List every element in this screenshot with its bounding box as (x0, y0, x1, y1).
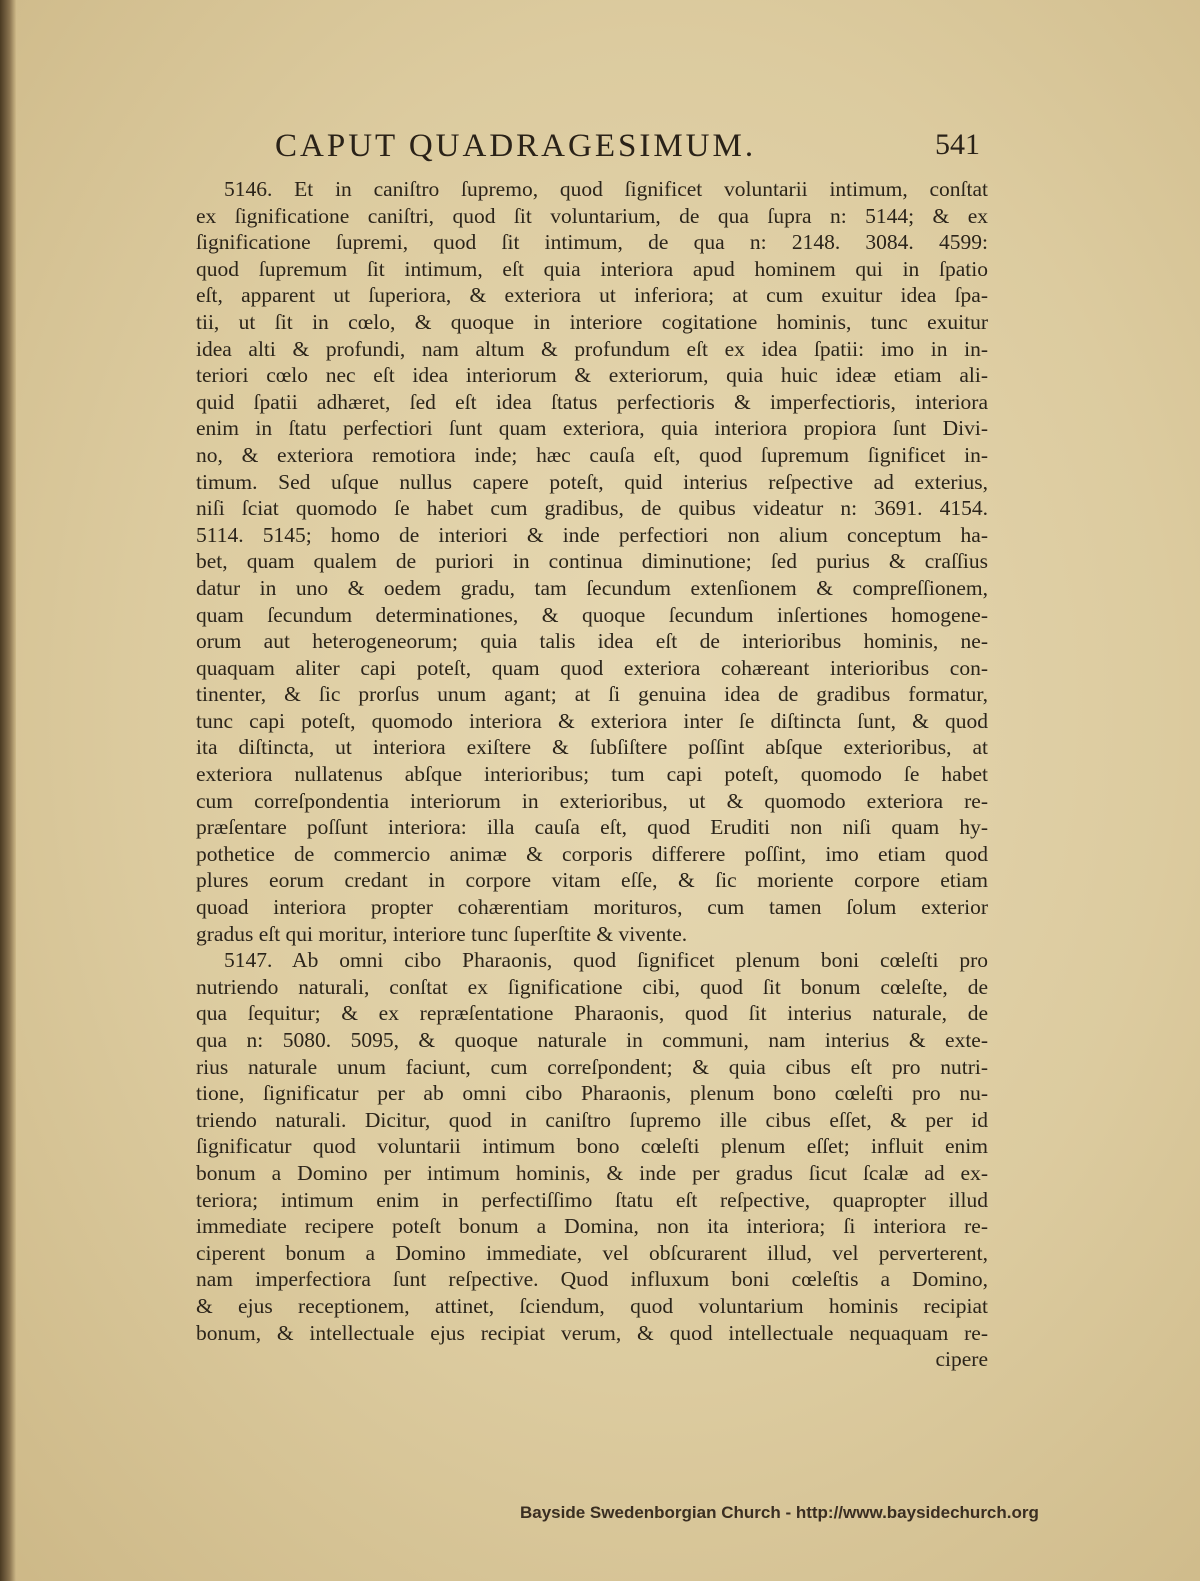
body-text (196, 176, 988, 1373)
text-line: bonum a Domino per intimum hominis, & inde per gradus ſicut ſcalæ ad ex- (196, 1160, 988, 1185)
catchword: cipere (935, 1347, 988, 1372)
text-line: exteriora nullatenus abſque interioribus; tum capi poteſt, quomodo ſe habet (196, 762, 988, 787)
text-line: ex ſignificatione caniſtri, quod ſit voluntarium, de qua ſupra n: 5144; & ex (196, 203, 988, 228)
text-line: orum aut heterogeneorum; quia talis idea eſt de interioribus hominis, ne- (196, 629, 988, 654)
text-line: timum. Sed uſque nullus capere poteſt, quid interius reſpective ad exterius, (196, 469, 988, 494)
text-line: qua ſequitur; & ex repræſentatione Pharaonis, quod ſit interius naturale, de (196, 1001, 988, 1026)
text-line: & ejus receptionem, attinet, ſciendum, quod voluntarium hominis recipiat (196, 1293, 988, 1318)
text-line: niſi ſciat quomodo ſe habet cum gradibus, de quibus videatur n: 3691. 4154. (196, 496, 988, 521)
text-line: eſt, apparent ut ſuperiora, & exteriora ut inferiora; at cum exuitur idea ſpa- (196, 283, 988, 308)
text-line: teriora; intimum enim in perfectiſſimo ſtatu eſt reſpective, quapropter illud (196, 1187, 988, 1212)
text-line: tunc capi poteſt, quomodo interiora & exteriora inter ſe diſtincta ſunt, & quod (196, 708, 988, 733)
footer-credit: Bayside Swedenborgian Church - http://www.baysidechurch.org (520, 1503, 1039, 1522)
text-line: plures eorum credant in corpore vitam eſſe, & ſic moriente corpore etiam (196, 868, 988, 893)
text-line: qua n: 5080. 5095, & quoque naturale in communi, nam interius & exte- (196, 1028, 988, 1052)
text-line: triendo naturali. Dicitur, quod in caniſtro ſupremo ille cibus eſſet, & per id (196, 1107, 988, 1132)
text-line: bonum, & intellectuale ejus recipiat verum, & quod intellectuale nequaquam re- (196, 1320, 988, 1345)
text-line: bet, quam qualem de puriori in continua diminutione; ſed purius & craſſius (196, 549, 988, 574)
page-header (200, 128, 990, 172)
text-line: quoad interiora propter cohærentiam morituros, cum tamen ſolum exterior (196, 895, 988, 920)
text-line: ſignificatione ſupremi, quod ſit intimum, de qua n: 2148. 3084. 4599: (196, 230, 988, 255)
page-gutter-shadow (0, 0, 16, 1581)
running-title: CAPUT QUADRAGESIMUM. (275, 128, 757, 164)
text-line: pothetice de commercio animæ & corporis differere poſſint, imo etiam quod (196, 841, 988, 866)
text-line: nutriendo naturali, conſtat ex ſignificatione cibi, quod ſit bonum cœleſte, de (196, 974, 988, 999)
text-line: rius naturale unum faciunt, cum correſpondent; & quia cibus eſt pro nutri- (196, 1054, 988, 1079)
text-line: teriori cœlo nec eſt idea interiorum & exteriorum, quia huic ideæ etiam ali- (196, 363, 988, 388)
text-line: quam ſecundum determinationes, & quoque ſecundum inſertiones homogene- (196, 602, 988, 627)
text-line: immediate recipere poteſt bonum a Domina, non ita interiora; ſi interiora re- (196, 1214, 988, 1239)
text-line: ita diſtincta, ut interiora exiſtere & ſubſiſtere poſſint abſque exterioribus, at (196, 735, 988, 760)
text-line: datur in uno & oedem gradu, tam ſecundum extenſionem & compreſſionem, (196, 575, 988, 600)
text-line: tii, ut ſit in cœlo, & quoque in interiore cogitatione hominis, tunc exuitur (196, 309, 988, 334)
text-line: cum correſpondentia interiorum in exterioribus, ut & quomodo exteriora re- (196, 788, 988, 813)
text-line: idea alti & profundi, nam altum & profundum eſt ex idea ſpatii: imo in in- (196, 336, 988, 361)
text-line: quid ſpatii adhæret, ſed eſt idea ſtatus perfectioris & imperfectioris, interiora (196, 389, 988, 414)
text-line: quod ſupremum ſit intimum, eſt quia interiora apud hominem qui in ſpatio (196, 256, 988, 281)
text-line: 5147. Ab omni cibo Pharaonis, quod ſignificet plenum boni cœleſti pro (224, 948, 988, 973)
text-line: no, & exteriora remotiora inde; hæc cauſa eſt, quod ſupremum ſignificet in- (196, 442, 988, 467)
text-line: tinenter, & ſic prorſus unum agant; at ſi genuina idea de gradibus formatur, (196, 682, 988, 707)
text-line: 5114. 5145; homo de interiori & inde perfectiori non alium conceptum ha- (196, 522, 988, 547)
page-number: 541 (935, 128, 980, 161)
text-line: 5146. Et in caniſtro ſupremo, quod ſignificet voluntarii intimum, conſtat (224, 177, 988, 201)
text-line: tione, ſignificatur per ab omni cibo Pharaonis, plenum bono cœleſti pro nu- (196, 1081, 988, 1106)
text-line: gradus eſt qui moritur, interiore tunc ſuperſtite & vivente. (196, 921, 688, 946)
text-line: præſentare poſſunt interiora: illa cauſa eſt, quod Eruditi non niſi quam hy- (196, 815, 988, 840)
text-line: ſignificatur quod voluntarii intimum bono cœleſti plenum eſſet; influit enim (196, 1134, 988, 1159)
text-line: ciperent bonum a Domino immediate, vel obſcurarent illud, vel perverterent, (196, 1240, 988, 1265)
text-line: nam imperfectiora ſunt reſpective. Quod influxum boni cœleſtis a Domino, (196, 1267, 988, 1292)
text-line: enim in ſtatu perfectiori ſunt quam exteriora, quia interiora propiora ſunt Divi- (196, 416, 988, 441)
text-line: quaquam aliter capi poteſt, quam quod exteriora cohæreant interioribus con- (196, 655, 988, 680)
